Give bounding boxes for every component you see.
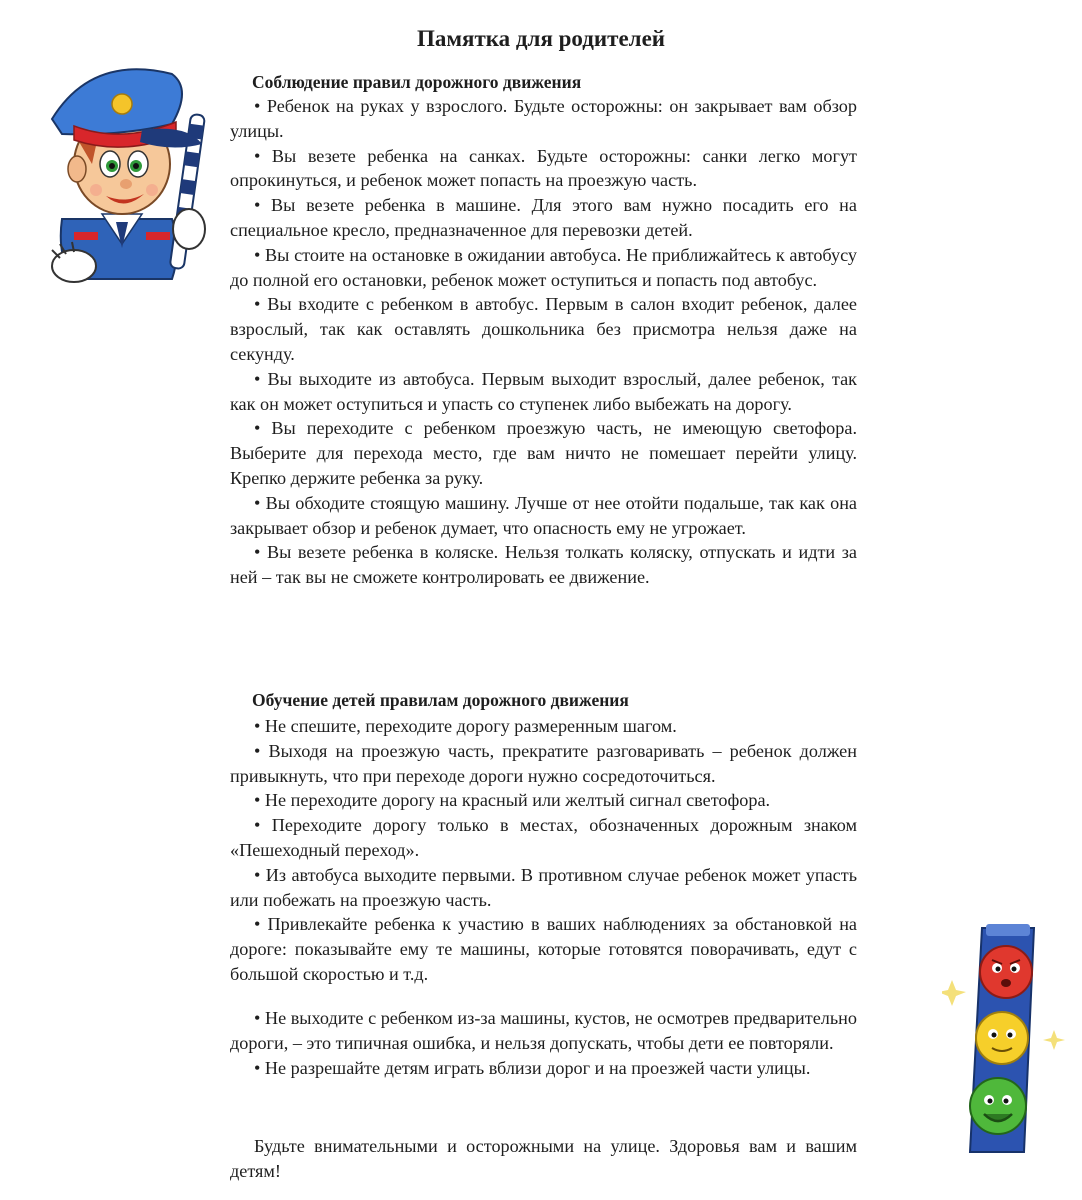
list-item: • Вы везете ребенка в коляске. Нельзя толкать коляску, отпускать и идти за ней – так вы не сможете контролировать ее движение.	[230, 542, 857, 588]
page-title: Памятка для родителей	[416, 26, 666, 51]
road-rules-list	[230, 94, 857, 590]
list-item: • Вы выходите из автобуса. Первым выходит взрослый, далее ребенок, так как он может оступиться и упасть со ступенек либо выбежать на дорогу.	[230, 368, 857, 414]
traffic-light-illustration	[942, 920, 1067, 1160]
list-item: • Вы везете ребенка в машине. Для этого вам нужно посадить его на специальное кресло, предназначенное для перевозки детей.	[230, 195, 857, 240]
red-light-face	[980, 946, 1032, 998]
section-title-road-rules: Соблюдение правил дорожного движения	[252, 72, 582, 92]
section-title-teaching-children: Обучение детей правилам дорожного движения	[252, 690, 629, 710]
teaching-children-list	[230, 714, 857, 987]
list-item: • Вы везете ребенка на санках. Будьте осторожны: санки легко могут опрокинуться, и ребенок может попасть на проезжую часть.	[230, 145, 857, 191]
closing-note	[230, 1134, 857, 1184]
list-item: • Выходя на проезжую часть, прекратите разговаривать – ребенок должен привыкнуть, что при переходе дороги нужно сосредоточиться.	[230, 740, 857, 786]
green-light-face	[970, 1078, 1026, 1134]
list-item: • Вы стоите на остановке в ожидании автобуса. Не приближайтесь к автобусу до полной его остановки, ребенок может оступиться и попасть под автобус.	[230, 244, 857, 290]
list-item: • Вы входите с ребенком в автобус. Первым в салон входит ребенок, далее взрослый, так как оставлять дошкольника без присмотра нельзя даже на секунду.	[230, 294, 857, 364]
list-item: • Из автобуса выходите первыми. В противном случае ребенок может упасть или побежать на проезжую часть.	[230, 864, 857, 910]
list-item: • Не спешите, переходите дорогу размеренным шагом.	[254, 716, 677, 736]
list-item: • Ребенок на руках у взрослого. Будьте осторожны: он закрывает вам обзор улицы.	[230, 96, 857, 141]
traffic-officer-illustration	[22, 44, 232, 284]
list-item: • Не переходите дорогу на красный или желтый сигнал светофора.	[254, 790, 771, 811]
police-cap	[52, 69, 202, 147]
list-item: • Переходите дорогу только в местах, обозначенных дорожным знаком «Пешеходный переход».	[230, 815, 857, 860]
list-item: • Не выходите с ребенком из-за машины, кустов, не осмотрев предварительно дороги, – это типичная ошибка, и нельзя допускать, чтобы дети ее повторяли.	[230, 1008, 857, 1053]
list-item: • Привлекайте ребенка к участию в ваших наблюдениях за обстановкой на дороге: показывайте ему те машины, которые готовятся поворачивать, едут с большой скоростью и т.д.	[230, 914, 857, 984]
list-item: • Вы обходите стоящую машину. Лучше от нее отойти подальше, так как она закрывает обзор и ребенок думает, что опасность ему не угрожает.	[230, 492, 857, 538]
additional-rules-list	[230, 1006, 857, 1080]
closing-text: Будьте внимательными и осторожными на улице. Здоровья вам и вашим детям!	[230, 1136, 857, 1181]
list-item: • Не разрешайте детям играть вблизи дорог и на проезжей части улицы.	[254, 1057, 811, 1078]
yellow-light-face	[976, 1012, 1028, 1064]
list-item: • Вы переходите с ребенком проезжую часть, не имеющую светофора. Выберите для перехода место, где вам ничто не помешает перейти улицу. Крепко держите ребенка за руку.	[230, 418, 857, 488]
